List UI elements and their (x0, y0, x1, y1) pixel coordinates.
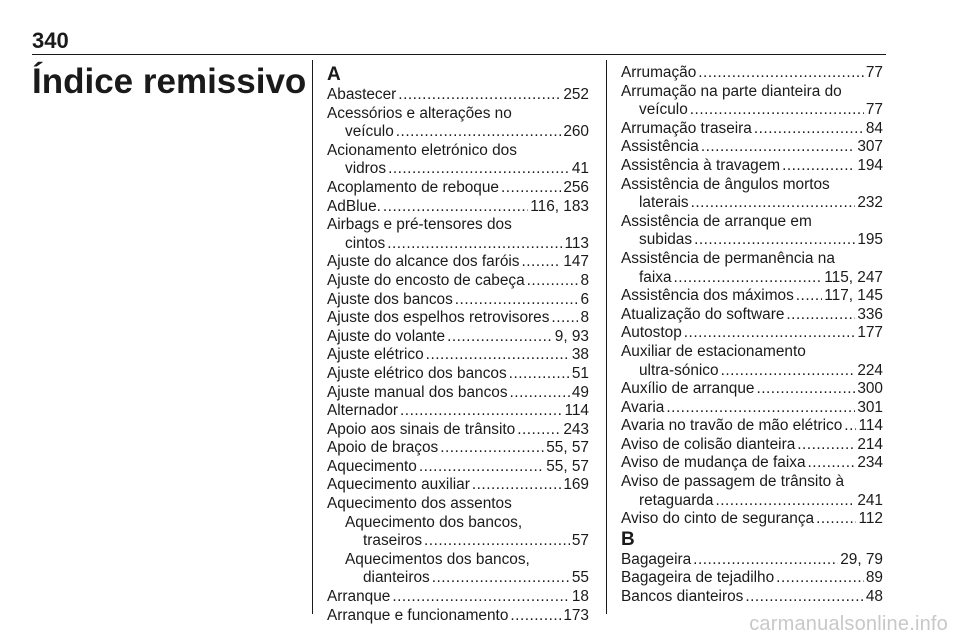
page-reference[interactable]: 195 (857, 231, 883, 249)
index-entry[interactable] (327, 458, 589, 477)
dot-leader (424, 532, 570, 551)
page-reference[interactable]: 112 (858, 510, 883, 528)
index-subentry[interactable] (327, 514, 589, 551)
page-number: 340 (32, 28, 69, 53)
page-reference[interactable]: 260 (563, 123, 589, 141)
index-entry-text: Avaria (621, 398, 665, 416)
index-entry[interactable] (621, 64, 883, 83)
index-column-a (327, 64, 589, 625)
index-entry-text: Acoplamento de reboque (327, 178, 499, 196)
index-entry-text: Ajuste dos bancos (327, 290, 453, 308)
index-entry-text: Auxílio de arranque (621, 380, 755, 398)
dot-leader (693, 551, 838, 570)
watermark: carmanualsonline.info (749, 613, 948, 635)
page-reference[interactable]: 147 (563, 253, 589, 271)
dot-leader (756, 380, 855, 399)
index-entry[interactable] (621, 399, 883, 418)
index-entry-text: Auxiliar de estacionamento (621, 342, 806, 360)
dot-leader (808, 454, 856, 473)
index-entry-text: AdBlue. (327, 197, 381, 215)
index-entry-text: Ajuste manual dos bancos (327, 383, 508, 401)
index-entry-text: Aquecimento auxiliar (327, 476, 470, 494)
page-reference[interactable]: 9, 93 (554, 327, 589, 345)
index-entry[interactable] (621, 380, 883, 399)
index-entry[interactable] (327, 346, 589, 365)
index-entry-text: Assistência de permanência na (621, 249, 835, 267)
index-entry[interactable] (621, 250, 883, 287)
index-entry[interactable] (621, 120, 883, 139)
index-entry-text: Ajuste do alcance dos faróis (327, 253, 520, 271)
dot-leader (690, 101, 864, 120)
page-reference[interactable]: 177 (857, 324, 883, 342)
index-entry[interactable] (327, 365, 589, 384)
page-reference[interactable]: 29, 79 (840, 550, 883, 568)
page-reference[interactable]: 169 (563, 476, 589, 494)
page-reference[interactable]: 252 (563, 86, 589, 103)
dot-leader (392, 588, 570, 607)
index-entry[interactable] (621, 417, 883, 436)
index-entry-text: Arranque (327, 588, 391, 606)
dot-leader (383, 198, 528, 217)
page-reference[interactable]: 173 (563, 606, 589, 624)
index-entry-text: Assistência de ângulos mortos (621, 175, 830, 193)
index-entry[interactable] (621, 551, 883, 570)
dot-leader (551, 309, 578, 328)
index-entry-text: Aquecimento dos bancos, (345, 513, 523, 531)
dot-leader (797, 436, 855, 455)
page-reference[interactable]: 243 (563, 420, 589, 438)
dot-leader (472, 476, 561, 495)
dot-leader (666, 399, 855, 418)
page-reference[interactable]: 18 (571, 588, 589, 606)
page-reference[interactable]: 115, 247 (824, 268, 883, 286)
index-entry-text: Arrumação (621, 64, 697, 81)
page-reference[interactable]: 114 (858, 417, 883, 435)
page-reference[interactable]: 232 (857, 194, 883, 212)
index-title: Índice remissivo (32, 62, 307, 101)
index-entry-text: Aviso de mudança de faixa (621, 454, 806, 472)
dot-leader (527, 272, 579, 291)
page-reference[interactable]: 300 (857, 380, 883, 398)
dot-leader (509, 365, 570, 384)
dot-leader (398, 86, 561, 105)
index-entry-text: Assistência (621, 138, 699, 156)
page-reference[interactable]: 57 (571, 532, 589, 550)
index-entry[interactable] (621, 83, 883, 120)
index-entry[interactable] (621, 454, 883, 473)
index-entry[interactable] (621, 176, 883, 213)
page-reference[interactable]: 41 (571, 160, 589, 178)
index-entry-text: dianteiros (363, 569, 430, 587)
page-reference[interactable]: 307 (857, 138, 883, 156)
index-letter: B (621, 528, 635, 550)
index-entry[interactable] (327, 402, 589, 421)
index-subentry[interactable] (327, 551, 589, 588)
index-entry[interactable] (621, 436, 883, 455)
page-reference[interactable]: 336 (857, 305, 883, 323)
index-entry-text: Airbags e pré-tensores dos (327, 216, 512, 234)
page-reference[interactable]: 234 (857, 454, 883, 472)
index-entry-text: Aviso de passagem de trânsito à (621, 473, 845, 491)
index-entry[interactable] (621, 157, 883, 176)
index-entry[interactable] (327, 86, 589, 105)
index-entry[interactable] (621, 213, 883, 250)
dot-leader (388, 160, 570, 179)
page-reference[interactable]: 214 (857, 435, 883, 453)
index-entry-text: retaguarda (639, 491, 714, 509)
dot-leader (447, 328, 553, 347)
dot-leader (517, 421, 561, 440)
page-reference[interactable]: 241 (857, 491, 883, 509)
index-entry-text: Aviso do cinto de segurança (621, 510, 815, 528)
index-entry-text: Ajuste elétrico dos bancos (327, 364, 507, 382)
dot-leader (440, 439, 544, 458)
index-heading-text: Aquecimento dos assentos (327, 495, 512, 513)
dot-leader (510, 384, 570, 403)
index-entry[interactable] (327, 607, 589, 626)
index-entry[interactable] (327, 588, 589, 607)
index-entry[interactable] (327, 421, 589, 440)
page-reference[interactable]: 8 (580, 309, 589, 327)
page-reference[interactable]: 51 (571, 364, 589, 382)
index-column-b (621, 64, 883, 607)
page-reference[interactable]: 48 (865, 588, 883, 606)
column-divider-right (606, 60, 607, 614)
dot-leader (715, 492, 855, 511)
index-entry[interactable] (327, 105, 589, 142)
index-entry-text: Bancos dianteiros (621, 588, 744, 606)
dot-leader (745, 588, 864, 607)
header-rule (32, 54, 886, 55)
index-entry[interactable] (621, 287, 883, 306)
index-entry[interactable] (327, 198, 589, 217)
dot-leader (426, 346, 570, 365)
dot-leader (684, 324, 856, 343)
index-entry-text: Arrumação na parte dianteira do (621, 82, 842, 100)
dot-leader (782, 157, 855, 176)
index-entry-text: Aquecimento (327, 457, 417, 475)
index-entry[interactable] (621, 569, 883, 588)
index-entry[interactable] (621, 510, 883, 529)
index-entry[interactable] (327, 216, 589, 253)
index-entry[interactable] (327, 142, 589, 179)
dot-leader (721, 362, 856, 381)
index-entry[interactable] (327, 476, 589, 495)
index-entry-text: vidros (345, 160, 387, 178)
index-entry-text: Arrumação traseira (621, 119, 752, 137)
page-reference[interactable]: 194 (857, 156, 883, 174)
page-reference[interactable]: 301 (857, 398, 883, 416)
page-reference[interactable]: 38 (571, 346, 589, 364)
page-reference[interactable]: 117, 145 (824, 287, 883, 305)
dot-leader (796, 287, 822, 306)
dot-leader (419, 458, 544, 477)
dot-leader (816, 510, 856, 529)
dot-leader (522, 253, 562, 272)
index-entry[interactable] (621, 473, 883, 510)
page-reference[interactable]: 55 (571, 569, 589, 587)
index-entry-text: Arranque e funcionamento (327, 606, 509, 624)
index-entry-text: Alternador (327, 402, 399, 420)
index-entry-text: Ajuste elétrico (327, 346, 424, 364)
index-entry[interactable] (327, 384, 589, 403)
index-entry[interactable] (327, 328, 589, 347)
dot-leader (786, 306, 855, 325)
index-entry-text: Ajuste dos espelhos retrovisores (327, 309, 550, 327)
dot-leader (455, 291, 579, 310)
dot-leader (432, 569, 570, 588)
index-entry[interactable] (621, 343, 883, 380)
index-entry[interactable] (621, 588, 883, 607)
page-reference[interactable]: 8 (580, 271, 589, 289)
dot-leader (844, 417, 856, 436)
dot-leader (510, 607, 561, 626)
page-reference[interactable]: 116, 183 (530, 197, 589, 215)
index-entry-text: Bagageira de tejadilho (621, 569, 775, 587)
dot-leader (701, 138, 855, 157)
page-reference[interactable]: 6 (580, 290, 589, 308)
dot-leader (674, 269, 823, 288)
index-entry[interactable] (327, 179, 589, 198)
dot-leader (694, 231, 855, 250)
index-entry[interactable] (327, 291, 589, 310)
index-entry-text: laterais (639, 194, 689, 212)
index-entry[interactable] (327, 272, 589, 291)
index-entry-text: Assistência de arranque em (621, 212, 812, 230)
page-reference[interactable]: 84 (865, 119, 883, 137)
index-entry-text: faixa (639, 268, 672, 286)
index-entry[interactable] (327, 439, 589, 458)
index-letter: A (327, 64, 341, 85)
index-entry-text: Ajuste do volante (327, 327, 446, 345)
index-entry-text: Aviso de colisão dianteira (621, 435, 796, 453)
index-entry[interactable] (327, 309, 589, 328)
index-entry-text: Acessórios e alterações no (327, 104, 512, 122)
dot-leader (400, 402, 562, 421)
index-entry-text: Abastecer (327, 86, 397, 103)
page-reference[interactable]: 55, 57 (546, 439, 589, 457)
page-reference[interactable]: 77 (865, 101, 883, 119)
dot-leader (387, 235, 562, 254)
index-entry-text: Ajuste do encosto de cabeça (327, 271, 525, 289)
index-entry[interactable] (621, 324, 883, 343)
page-reference[interactable]: 224 (857, 361, 883, 379)
index-entry[interactable] (327, 253, 589, 272)
index-entry[interactable] (621, 306, 883, 325)
dot-leader (698, 64, 864, 83)
index-entry-text: cintos (345, 234, 386, 252)
page-reference[interactable]: 77 (865, 64, 883, 81)
index-entry-text: traseiros (363, 532, 423, 550)
dot-leader (691, 194, 856, 213)
index-entry-text: ultra-sónico (639, 361, 719, 379)
page-reference[interactable]: 55, 57 (546, 457, 589, 475)
index-entry-text: Apoio de braços (327, 439, 439, 457)
index-entry-text: Atualização do software (621, 305, 785, 323)
index-heading (327, 495, 589, 514)
page-reference[interactable]: 89 (865, 569, 883, 587)
index-entry-text: Avaria no travão de mão elétrico (621, 417, 843, 435)
index-entry-text: Assistência dos máximos (621, 287, 794, 305)
index-entry[interactable] (621, 138, 883, 157)
page-reference[interactable]: 49 (571, 383, 589, 401)
dot-leader (501, 179, 561, 198)
index-entry-text: veículo (345, 123, 394, 141)
index-entry-text: veículo (639, 101, 688, 119)
page-reference[interactable]: 256 (563, 178, 589, 196)
page-reference[interactable]: 113 (564, 234, 589, 252)
column-divider-left (312, 60, 313, 614)
index-entry-text: Acionamento eletrónico dos (327, 141, 517, 159)
page-reference[interactable]: 114 (564, 402, 589, 420)
index-entry-text: Aquecimentos dos bancos, (345, 550, 530, 568)
index-entry-text: Assistência à travagem (621, 156, 781, 174)
dot-leader (776, 569, 864, 588)
dot-leader (396, 123, 562, 142)
dot-leader (754, 120, 864, 139)
index-entry-text: Autostop (621, 324, 682, 342)
index-entry-text: Bagageira (621, 550, 692, 568)
index-entry-text: subidas (639, 231, 693, 249)
index-entry-text: Apoio aos sinais de trânsito (327, 420, 516, 438)
